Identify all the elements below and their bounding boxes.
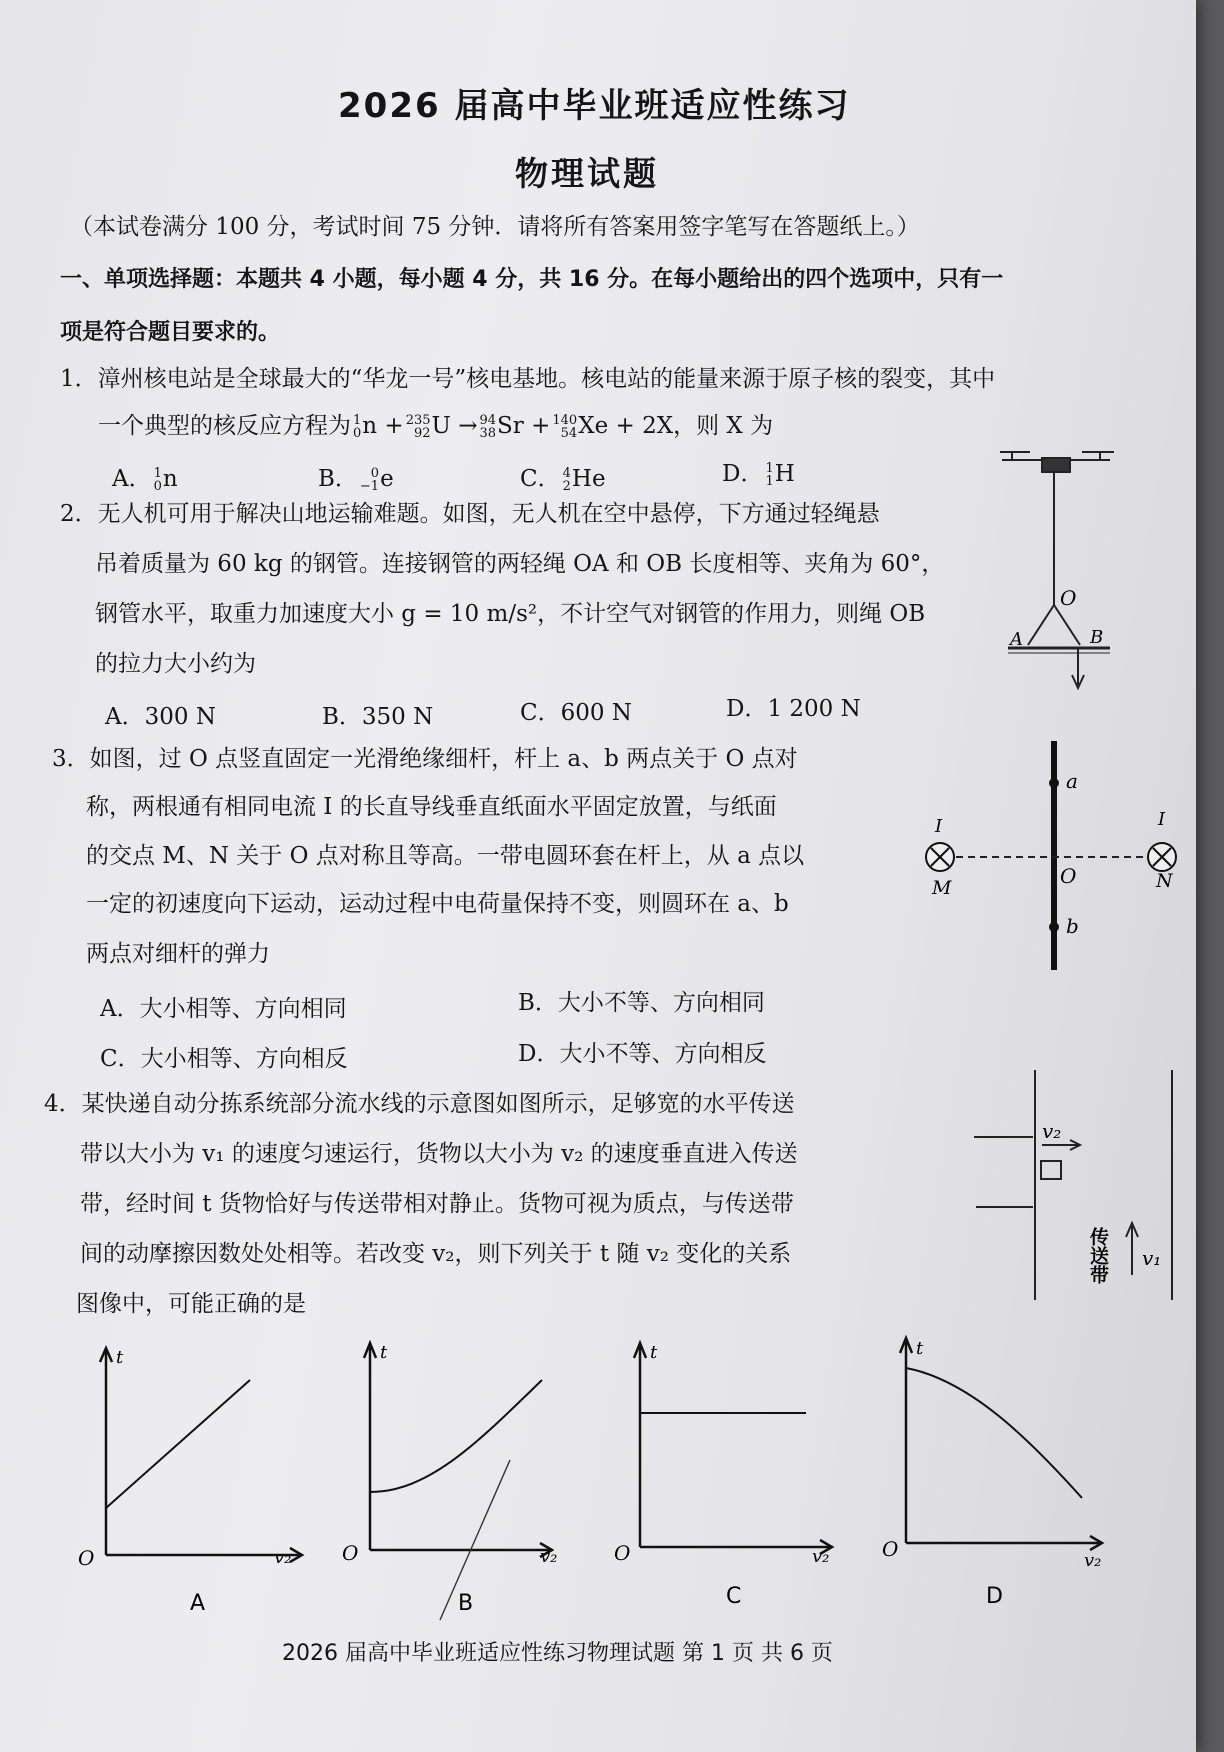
label-a: A: [1010, 629, 1023, 650]
label-current-left: I: [935, 816, 943, 837]
q1-eq-xe: Xe + 2X，则 X 为: [578, 413, 774, 439]
q3-line5: 两点对细杆的弹力: [86, 941, 270, 967]
origin: O: [882, 1537, 899, 1561]
point-b-dot: [1049, 922, 1059, 932]
iso-charge: −1: [359, 479, 380, 494]
iso-mass: 0: [370, 466, 380, 481]
q1-line1: 1．漳州核电站是全球最大的“华龙一号”核电基地。核电站的能量来源于原子核的裂变，其中: [60, 366, 996, 392]
graph-a[interactable]: [78, 1347, 302, 1616]
q1-option-d[interactable]: [722, 455, 795, 488]
iso-mass: 1: [353, 413, 362, 428]
exam-instructions: （本试卷满分 100 分，考试时间 75 分钟．请将所有答案用签字笔写在答题纸上。）: [70, 214, 920, 240]
q4-line5: 图像中，可能正确的是: [76, 1291, 306, 1317]
curve-b: [370, 1380, 542, 1492]
q4-line3: 带，经时间 t 货物恰好与传送带相对静止。货物可视为质点，与传送带: [80, 1191, 794, 1217]
q2-option-d[interactable]: D．1 200 N: [726, 696, 861, 722]
q2-line1: 2．无人机可用于解决山地运输难题。如图，无人机在空中悬停，下方通过轻绳悬: [60, 501, 880, 527]
q1-option-b[interactable]: [318, 460, 394, 493]
label-b: B: [1090, 627, 1104, 648]
q3-option-c[interactable]: C．大小相等、方向相反: [100, 1046, 348, 1072]
rod-wire-figure: [920, 735, 1190, 975]
axis-t: t: [650, 1342, 658, 1363]
drone-body: [1042, 458, 1070, 472]
option-symbol: e: [380, 466, 394, 492]
exam-subject: 物理试题: [515, 154, 659, 193]
cargo-box: [1041, 1161, 1061, 1179]
graph-d[interactable]: [882, 1338, 1102, 1609]
q2-option-a[interactable]: A．300 N: [105, 704, 216, 730]
label-belt: 传送带: [1087, 1227, 1109, 1284]
graph-c[interactable]: [614, 1342, 832, 1609]
q3-option-a[interactable]: A．大小相等、方向相同: [100, 996, 347, 1022]
iso-sr: [479, 414, 496, 440]
axis-v2: v₂: [1084, 1550, 1102, 1571]
drone-figure: [990, 430, 1140, 700]
curve-a: [106, 1380, 250, 1508]
axis-v2: v₂: [540, 1546, 558, 1567]
label-a: a: [1066, 769, 1078, 793]
conveyor-figure: [970, 1065, 1180, 1310]
q1-eq-prefix: 一个典型的核反应方程为: [98, 413, 351, 439]
q1-option-c[interactable]: [520, 460, 606, 493]
rope-ob: [1054, 605, 1080, 645]
q3-option-d[interactable]: D．大小不等、方向相反: [518, 1041, 767, 1067]
graph-label-b: B: [458, 1591, 474, 1616]
q1-eq-sr: Sr +: [497, 413, 551, 439]
exam-title: 2026 届高中毕业班适应性练习: [338, 86, 851, 126]
option-label: B．: [318, 466, 358, 492]
label-o: O: [1060, 586, 1077, 610]
label-m: M: [932, 877, 952, 899]
q3-line4: 一定的初速度向下运动，运动过程中电荷量保持不变，则圆环在 a、b: [86, 891, 789, 917]
iso-mass: 4: [562, 466, 571, 481]
iso-mass: 235: [405, 413, 431, 428]
q3-line1: 3．如图，过 O 点竖直固定一光滑绝缘细杆，杆上 a、b 两点关于 O 点对: [52, 746, 798, 772]
q1-option-a[interactable]: [112, 460, 178, 493]
iso: [765, 462, 773, 488]
label-v1: v₁: [1142, 1246, 1162, 1270]
iso-charge: 1: [765, 474, 774, 489]
iso-charge: 2: [562, 479, 571, 494]
pen-stroke: [440, 1460, 510, 1620]
q2-line4: 的拉力大小约为: [95, 651, 256, 677]
graph-label-d: D: [986, 1584, 1003, 1609]
iso-charge: 92: [413, 426, 431, 441]
section-heading: 一、单项选择题：本题共 4 小题，每小题 4 分，共 16 分。在每小题给出的四个选项中，只有一: [60, 267, 1004, 292]
label-n: N: [1156, 870, 1173, 892]
option-label: A．: [112, 466, 152, 492]
q3-line2: 称，两根通有相同电流 I 的长直导线垂直纸面水平固定放置，与纸面: [86, 794, 777, 820]
iso-mass: 1: [765, 461, 774, 476]
rope-oa: [1028, 605, 1054, 645]
curve-d: [906, 1368, 1082, 1498]
axis-t: t: [916, 1338, 924, 1359]
graph-label-a: A: [190, 1591, 206, 1616]
iso-charge: 0: [153, 479, 162, 494]
option-symbol: n: [162, 466, 178, 492]
label-current-right: I: [1158, 809, 1166, 830]
q2-line3: 钢管水平，取重力加速度大小 g = 10 m/s²，不计空气对钢管的作用力，则绳 OB: [95, 601, 926, 627]
q4-line4: 间的动摩擦因数处处相等。若改变 v₂，则下列关于 t 随 v₂ 变化的关系: [80, 1241, 792, 1267]
origin: O: [614, 1541, 631, 1565]
iso-mass: 1: [153, 466, 162, 481]
option-label: C．: [520, 466, 561, 492]
iso-mass: 140: [552, 413, 578, 428]
iso: [154, 467, 162, 493]
origin: O: [78, 1546, 95, 1570]
page-footer: 2026 届高中毕业班适应性练习物理试题 第 1 页 共 6 页: [282, 1641, 833, 1666]
graph-label-c: C: [726, 1584, 742, 1609]
option-symbol: He: [571, 466, 606, 492]
iso-mass: 94: [479, 413, 497, 428]
axis-v2: v₂: [274, 1547, 292, 1568]
iso-charge: 38: [479, 426, 497, 441]
label-v2: v₂: [1042, 1119, 1062, 1143]
iso: [360, 467, 379, 493]
q3-option-b[interactable]: B．大小不等、方向相同: [518, 990, 765, 1016]
q1-eq-n: n +: [362, 413, 404, 439]
option-symbol: H: [774, 461, 795, 487]
iso: [563, 467, 571, 493]
graph-b[interactable]: [342, 1342, 557, 1620]
option-label: D．: [722, 461, 764, 487]
axis-t: t: [380, 1342, 388, 1363]
iso-u: [406, 414, 431, 440]
iso-xe: [552, 414, 577, 440]
axis-v2: v₂: [812, 1546, 830, 1567]
axis-t: t: [116, 1347, 124, 1368]
q4-line1: 4．某快递自动分拣系统部分流水线的示意图如图所示，足够宽的水平传送: [44, 1091, 795, 1117]
q2-option-c[interactable]: C．600 N: [520, 700, 632, 726]
q1-equation: [98, 412, 773, 442]
iso-n: [353, 414, 361, 440]
iso-charge: 54: [560, 426, 578, 441]
q2-option-b[interactable]: B．350 N: [322, 704, 434, 730]
label-b: b: [1066, 914, 1079, 938]
q3-line3: 的交点 M、N 关于 O 点对称且等高。一带电圆环套在杆上，从 a 点以: [86, 843, 805, 869]
iso-charge: 0: [353, 426, 362, 441]
q4-line2: 带以大小为 v₁ 的速度匀速运行，货物以大小为 v₂ 的速度垂直进入传送: [80, 1141, 798, 1167]
section-heading-cont: 项是符合题目要求的。: [60, 320, 281, 345]
origin: O: [342, 1541, 359, 1565]
point-a-dot: [1049, 778, 1059, 788]
q2-line2: 吊着质量为 60 kg 的钢管。连接钢管的两轻绳 OA 和 OB 长度相等、夹角为 60°，: [95, 551, 945, 577]
label-o: O: [1060, 864, 1077, 888]
q4-graphs: [70, 1330, 1140, 1630]
q1-eq-u: U →: [431, 413, 478, 439]
